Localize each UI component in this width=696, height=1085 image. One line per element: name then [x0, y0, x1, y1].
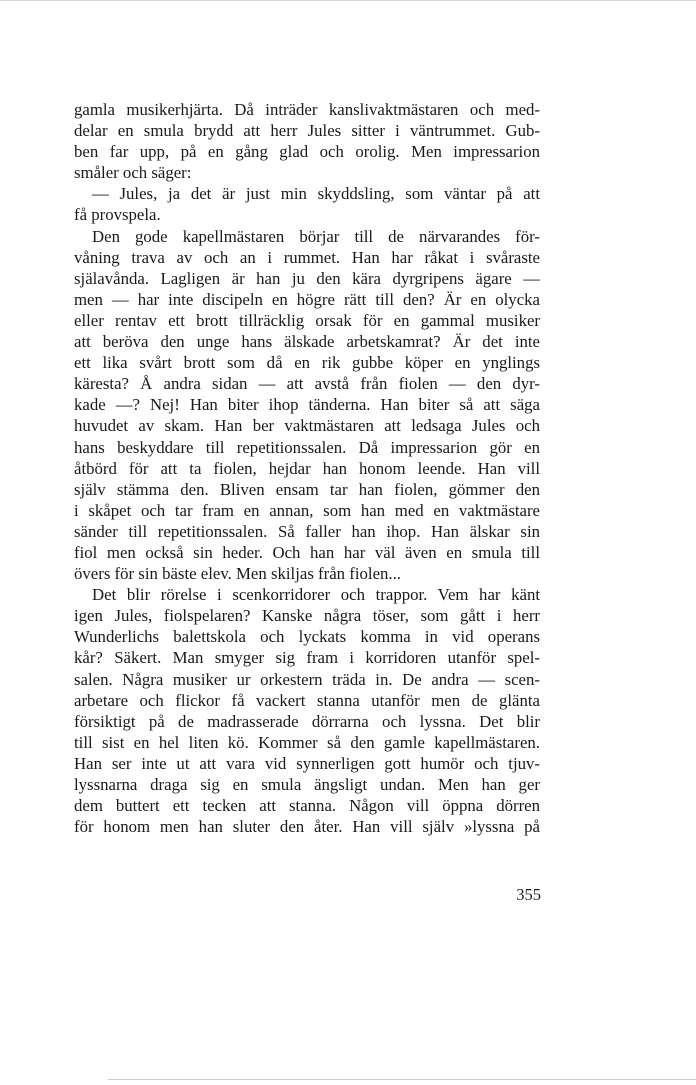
text-line: käresta? Å andra sidan — att avstå från fiolen — den dyr-: [74, 374, 540, 394]
text-line: kade —? Nej! Han biter ihop tänderna. Han biter så att säga: [74, 395, 540, 415]
text-line: igen Jules, fiolspelaren? Kanske några töser, som gått i herr: [74, 606, 540, 626]
text-line: eller rentav ett brott tillräcklig orsak för en gammal musiker: [74, 310, 540, 330]
page-number: 355: [516, 885, 541, 904]
text-line: Wunderlichs balettskola och lyckats komma in vid operans: [74, 627, 540, 647]
text-line: övers för sin bäste elev. Men skiljas från fiolen...: [74, 564, 401, 584]
text-line: Den gode kapellmästaren börjar till de närvarandes för-: [92, 226, 540, 246]
text-line: i skåpet och tar fram en annan, som han med en vaktmästare: [74, 500, 540, 520]
top-edge-rule: [0, 0, 696, 1]
text-line: småler och säger:: [74, 163, 192, 183]
text-line: våning trava av och an i rummet. Han har råkat i svåraste: [74, 247, 540, 267]
text-line: huvudet av skam. Han ber vaktmästaren att ledsaga Jules och: [74, 416, 540, 436]
text-line: åtbörd för att ta fiolen, hejdar han honom leende. Han vill: [74, 458, 540, 478]
text-line: lyssnarna draga sig en smula ängsligt undan. Men han ger: [74, 775, 540, 794]
text-line: själavånda. Lagligen är han ju den kära dyrgripens ägare —: [74, 268, 540, 288]
text-line: fiol men också sin heder. Och han har väl även en smula till: [74, 542, 540, 562]
text-line: hans beskyddare till repetitionssalen. Då impressarion gör en: [74, 437, 540, 457]
text-line: få provspela.: [74, 205, 161, 225]
text-line: ben far upp, på en gång glad och orolig. Men impressarion: [74, 142, 540, 162]
text-line: dem buttert ett tecken att stanna. Någon vill öppna dörren: [74, 796, 540, 816]
text-line: ett lika svårt brott som då en rik gubbe köper en ynglings: [74, 353, 540, 373]
text-line: att beröva den unge hans älskade arbetskamrat? Är det inte: [74, 332, 540, 352]
body-text: [74, 99, 540, 837]
text-line: för honom men han sluter den åter. Han vill själv »lyssna på: [74, 817, 540, 837]
text-line: salen. Några musiker ur orkestern träda in. De andra — scen-: [74, 669, 540, 689]
text-line: arbetare och flickor få vackert stanna utanför men de glänta: [74, 690, 540, 710]
text-line: gamla musikerhjärta. Då inträder kanslivaktmästaren och med-: [74, 100, 540, 119]
text-line: försiktigt på de madrasserade dörrarna och lyssna. Det blir: [74, 711, 540, 731]
text-line: — Jules, ja det är just min skyddsling, som väntar på att: [92, 184, 540, 204]
text-line: till sist en hel liten kö. Kommer så den gamle kapellmästaren.: [74, 732, 540, 752]
text-line: men — har inte discipeln en högre rätt till den? Är en olycka: [74, 289, 540, 309]
text-line: Det blir rörelse i scenkorridorer och trappor. Vem har känt: [92, 585, 540, 605]
text-line: Han ser inte ut att vara vid synnerligen gott humör och tjuv-: [74, 753, 540, 773]
bottom-edge-rule: [108, 1079, 696, 1080]
text-line: sänder till repetitionssalen. Så faller han ihop. Han älskar sin: [74, 521, 540, 541]
text-line: själv stämma den. Bliven ensam tar han fiolen, gömmer den: [74, 479, 540, 499]
text-line: delar en smula brydd att herr Jules sitter i väntrummet. Gub-: [74, 121, 540, 141]
text-line: kår? Säkert. Man smyger sig fram i korridoren utanför spel-: [74, 648, 540, 668]
